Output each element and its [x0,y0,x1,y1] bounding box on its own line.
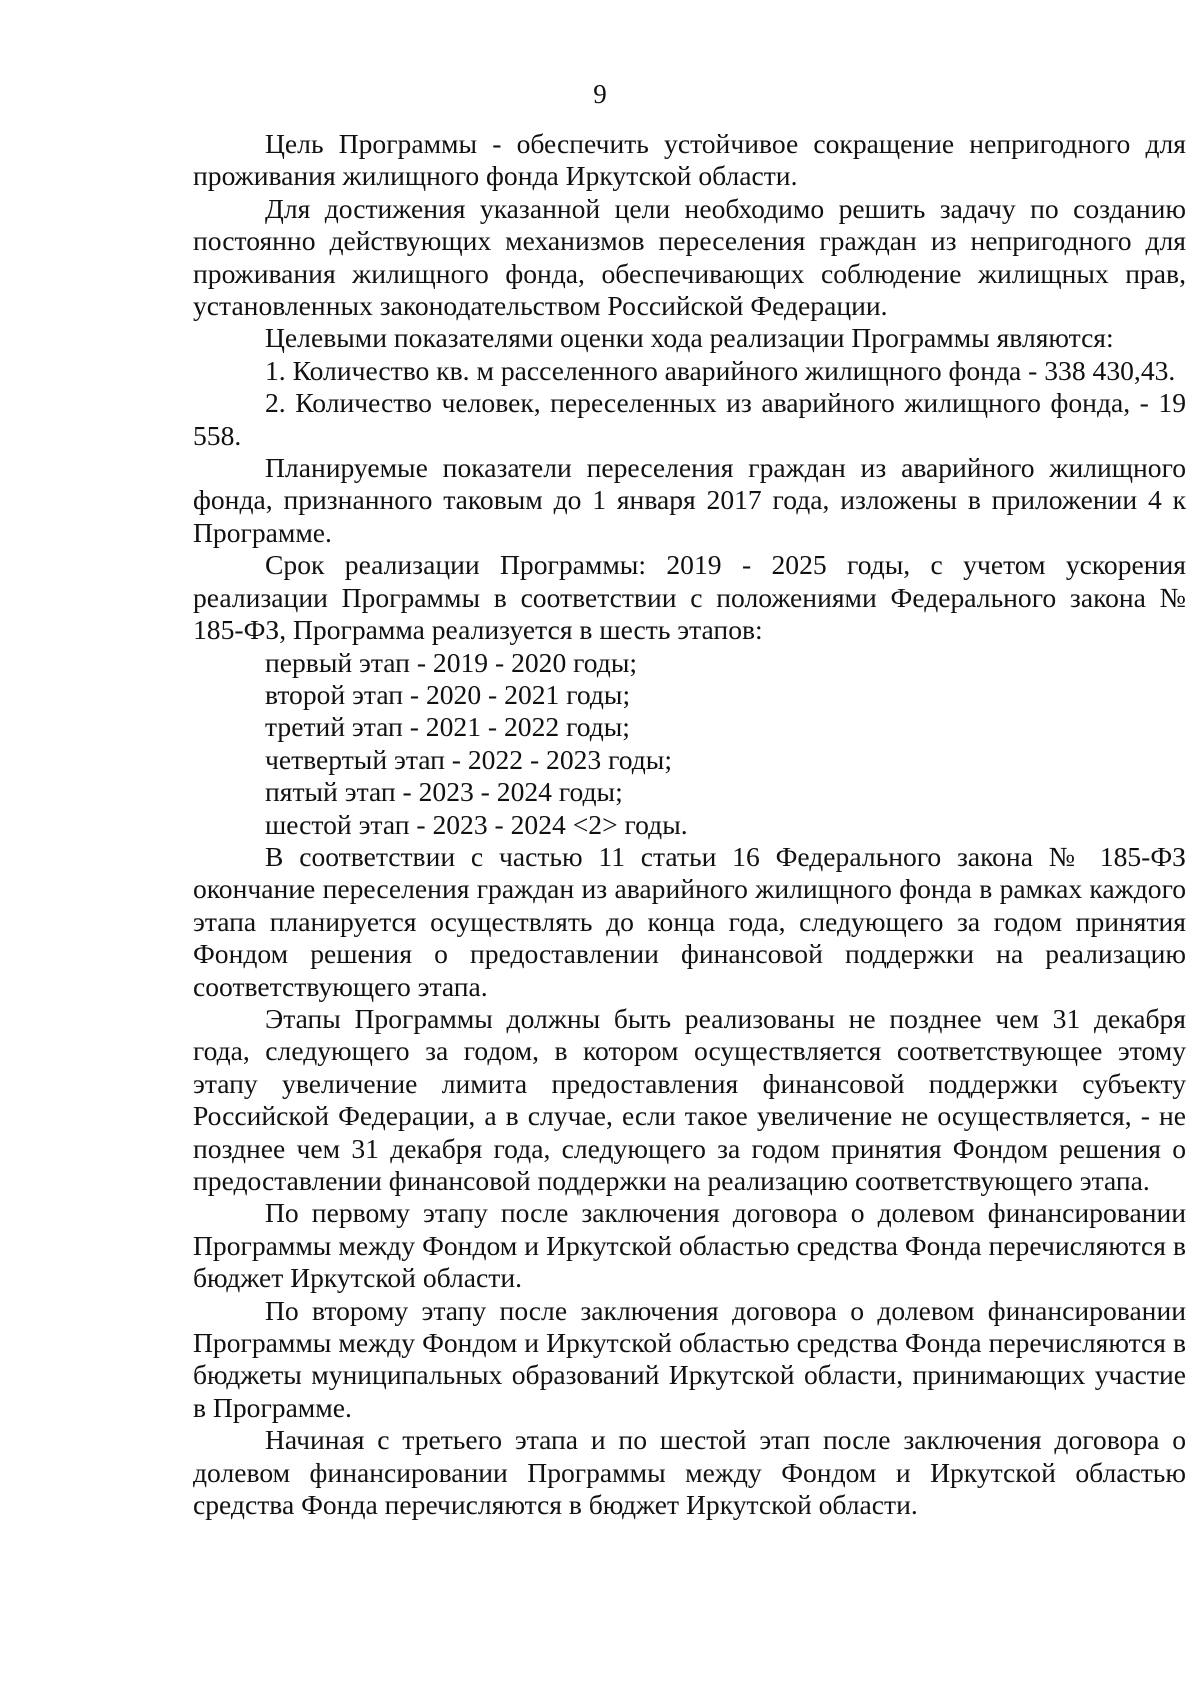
paragraph-stage-deadlines: Этапы Программы должны быть реализованы не позднее чем 31 декабря года, следующего за годом, в котором осуществляется соответствующее этому этапу увеличение лимита предоставления финансовой поддержки субъекту Российской Федерации, а в случае, если такое увеличение не осуществляется, - не позднее чем 31 декабря года, следующего за годом принятия Фондом решения о предоставлении финансовой поддержки на реализацию соответствующего этапа. [193,1002,1186,1196]
paragraph-indicator-people: 2. Количество человек, переселенных из аварийного жилищного фонда, - 19 558. [193,387,1186,451]
stage-item: пятый этап - 2023 - 2024 годы; [265,776,623,808]
paragraph-resettlement-deadline: В соответствии с частью 11 статьи 16 Федерального закона № 185-ФЗ окончание переселения граждан из аварийного жилищного фонда в рамках каждого этапа планируется осуществлять до конца года, следующего за годом принятия Фондом решения о предоставлении финансовой поддержки на реализацию соответствующего этапа. [193,840,1186,1002]
paragraph-indicators-intro: Целевыми показателями оценки хода реализации Программы являются: [265,322,1114,354]
stage-item: первый этап - 2019 - 2020 годы; [265,646,638,678]
paragraph-third-to-sixth-stage-funding: Начиная с третьего этапа и по шестой этап после заключения договора о долевом финансировании Программы между Фондом и Иркутской областью средства Фонда перечисляются в бюджет Иркутской области. [193,1424,1186,1521]
stage-item: третий этап - 2021 - 2022 годы; [265,711,630,743]
paragraph-planned-indicators: Планируемые показатели переселения граждан из аварийного жилищного фонда, признанного таковым до 1 января 2017 года, изложены в приложении 4 к Программе. [193,452,1186,548]
paragraph-program-term: Срок реализации Программы: 2019 - 2025 годы, с учетом ускорения реализации Программы в соответствии с положениями Федерального закона № 185-ФЗ, Программа реализуется в шесть этапов: [193,549,1186,646]
stage-item: второй этап - 2020 - 2021 годы; [265,678,631,710]
stage-item: четвертый этап - 2022 - 2023 годы; [265,743,673,775]
paragraph-program-goal: Цель Программы - обеспечить устойчивое сокращение непригодного для проживания жилищного фонда Иркутской области. [193,128,1186,192]
stage-item: шестой этап - 2023 - 2024 <2> годы. [265,808,688,840]
paragraph-task: Для достижения указанной цели необходимо решить задачу по созданию постоянно действующих механизмов переселения граждан из непригодного для проживания жилищного фонда, обеспечивающих соблюдение жилищных прав, установленных законодательством Российской Федерации. [193,192,1186,322]
document-body [193,128,1186,1521]
page-number: 9 [593,79,607,109]
paragraph-second-stage-funding: По второму этапу после заключения договора о долевом финансировании Программы между Фондом и Иркутской областью средства Фонда перечисляются в бюджеты муниципальных образований Иркутской области, принимающих участие в Программе. [193,1294,1186,1423]
paragraph-indicator-area: 1. Количество кв. м расселенного аварийного жилищного фонда - 338 430,43. [265,354,1176,386]
paragraph-first-stage-funding: По первому этапу после заключения договора о долевом финансировании Программы между Фондом и Иркутской областью средства Фонда перечисляются в бюджет Иркутской области. [193,1197,1186,1294]
